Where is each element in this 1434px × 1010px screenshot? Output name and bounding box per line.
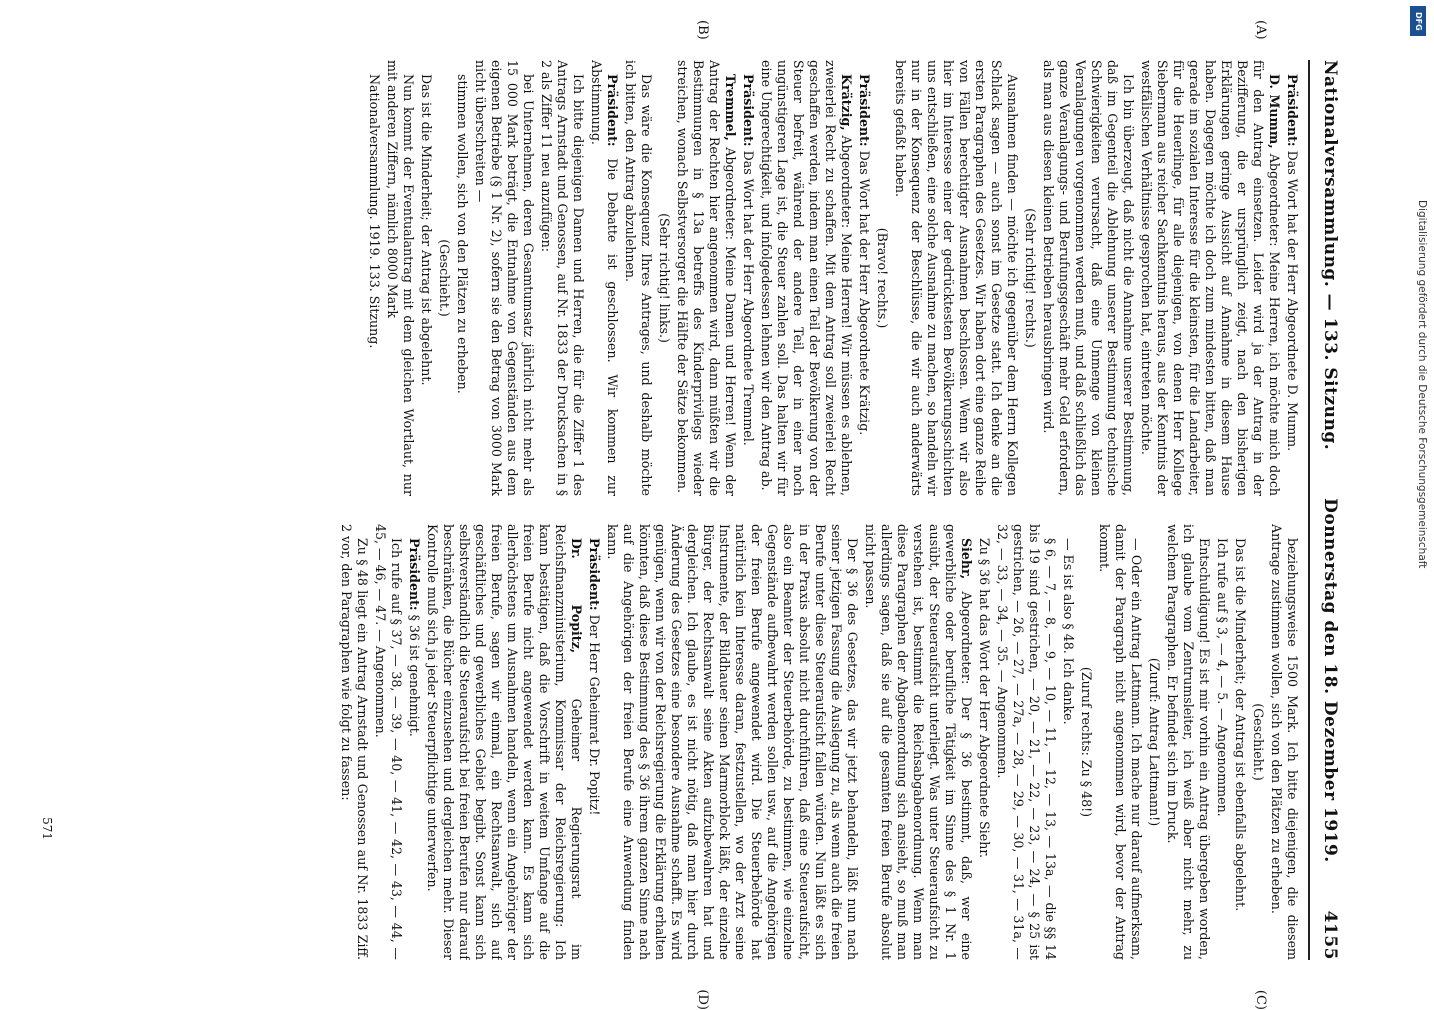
paragraph-text: § 6, — 7, — 8, — 9, — 10, — 11, — 12, — 13, — 13a, — die §§ 14 bis 19 sind gestrichen, — 20, — 21, — 22, — 23, — 24, — § 25 ist gestrichen, — 26, — 27, — 27a, — 28, — 29, — 30, — 31, — 31a, — 32, — 33, — 34, — 35. — Angenommen. <box>995 524 1058 960</box>
paragraph <box>418 60 434 496</box>
paragraph-text: Ich rufe auf § 37, — 38, — 39, — 40, — 41, — 42, — 43, — 44, — 45, — 46, — 47. — Angenommen. <box>373 524 404 960</box>
paragraph-text: Ich bitte diejenigen Damen und Herren, die für die Ziffer 1 des Antrags Arnstadt und Genossen, auf Nr. 1833 der Drucksachen in § 2 als Ziffer 11 neu anzufügen: <box>539 60 586 496</box>
paragraph <box>604 524 860 960</box>
paragraph <box>1214 524 1230 960</box>
margin-letter-c: (C) <box>1253 989 1268 1010</box>
speaker-paragraph <box>588 60 620 496</box>
right-column <box>60 524 1300 960</box>
interjection <box>874 60 890 496</box>
margin-letter-b: (B) <box>695 20 710 40</box>
speaker-name: Präsident: <box>407 538 422 611</box>
paragraph-text: Das Wort hat der Herr Abgeordnete D. Mumm. <box>1285 150 1300 452</box>
paragraph-text: — Oder ein Antrag Lattmann. Ich mache nur darauf aufmerksam, damit der Paragraph nicht angenommen wird, bevor der Antrag kommt. <box>1097 524 1144 960</box>
dfg-logo: DFG <box>1410 6 1426 36</box>
speaker-name: Präsident: <box>605 74 620 147</box>
header-center: Donnerstag den 18. Dezember 1919. <box>1320 498 1340 863</box>
paragraph-text: Das ist die Minderheit; der Antrag ist abgelehnt. <box>419 74 434 386</box>
speaker-paragraph <box>758 60 854 496</box>
paragraph-text: (Zuruf rechts: Zu § 48!) <box>1079 666 1094 818</box>
paragraph-text: Nationalversammlung. 1919. 133. Sitzung. <box>367 74 382 349</box>
paragraph-text: Zu § 36 hat das Wort der Herr Abgeordnete Siehr. <box>977 538 992 858</box>
paragraph-text: (Bravo! rechts.) <box>875 227 890 329</box>
page-number: 4155 <box>1320 910 1340 960</box>
paragraph-text: stimmen wollen, sich von den Plätzen zu erheben. <box>455 74 470 394</box>
speaker-name: Siehr, <box>959 538 974 580</box>
paragraph-text: Abgeordneter: Meine Herren, ich möchte mich doch für den Antrag einsetzen. Leider wird ja der Antrag in der Bezifferung, die er ursprünglich zeigt, nach den bisherigen Erklärungen geringe Aussicht auf Annahme in diesem Hause haben. Dagegen möchte ich doch zum mindesten bitten, daß man gerade im sozialen Interesse für die kleinsten, für die Landarbeiter, für die Heuerlinge, für alle diejenigen, von denen Herr Kollege Siebermann aus reicher Sachkenntnis heraus, aus der Kenntnis der westfälischen Verhältnisse gesprochen hat, eintreten möchte. <box>1139 60 1282 496</box>
interjection <box>1250 524 1266 960</box>
paragraph <box>372 524 404 960</box>
paragraph <box>892 60 1020 496</box>
paragraph-text: Das wäre die Konsequenz Ihres Antrages, und deshalb möchte ich bitten, den Antrag abzulehnen. <box>623 60 654 496</box>
paragraph-text: (Sehr richtig! rechts.) <box>1023 208 1038 348</box>
paragraph-text: Ausnahmen finden — möchte ich gegenüber dem Herrn Kollegen Schlack sagen — auch sonst im Gesetze statt. Ich denke an die ersten Paragraphen des Gesetzes. Wir haben dort eine ganze Reihe von Fällen berechtigter Ausnahmen beschlossen. Wenn wir also hier im Interesse einer der gedrücktesten Bevölkerungsschichten uns entschließen, eine solche Ausnahme zu machen, so handeln wir nur in der Konsequenz der Beschlüsse, die wir auch anderwärts bereits gefaßt haben. <box>893 60 1020 496</box>
digitization-credit: Digitalisierung gefördert durch die Deutsche Forschungsgemeinschaft <box>1416 200 1428 569</box>
paragraph <box>1040 60 1136 496</box>
paragraph-text: (Sehr richtig! links.) <box>657 213 672 343</box>
paragraph <box>1164 524 1212 960</box>
paragraph-text: Abgeordneter: Der § 36 bestimmt, daß, wer eine gewerbliche oder berufliche Tätigkeit im Sinne des § 1 Nr. 1 ausübt, der Steueraufsicht unterliegt. Was unter Steueraufsicht zu verstehen ist, bestimmt die Reichsabgabenordnung. Wenn man diese Paragraphen der Abgabenordnung sich ansieht, so muß man allerdings sagen, daß sie auf die gesamten freien Berufe absolut nicht passen. <box>863 524 974 960</box>
speaker-paragraph <box>586 524 602 960</box>
paragraph-text: — Es ist also § 48. Ich danke. <box>1061 538 1076 725</box>
speaker-name: Dr. Popitz, <box>569 538 584 654</box>
paragraph-text: Die Debatte ist geschlossen. Wir kommen zur Abstimmung. <box>589 60 620 496</box>
speaker-name: D. Mumm, <box>1267 74 1282 149</box>
margin-letter-a: (A) <box>1253 20 1268 40</box>
paragraph-text: Nun kommt der Eventualantrag mit dem gleichen Wortlaut, nur mit anderen Ziffern, nämlich 8000 Mark <box>385 60 416 496</box>
speaker-paragraph <box>862 524 974 960</box>
paragraph <box>472 60 536 496</box>
paragraph-text: Der § 36 des Gesetzes, das wir jetzt behandeln, läßt nun nach seiner jetzigen Fassung die Auslegung zu, als wenn auch die freien Berufe unter diese Steueraufsicht fallen würden. Nun läßt es sich in der Praxis absolut nicht durchführen, daß eine Steueraufsicht, also ein Beamter der Steuerbehörde, zu bestimmen, wie einzelne Gegenstände aufbewahrt werden sollen usw., auf die Angehörigen der freien Berufe angewendet wird. Die Steuerbehörde hat natürlich kein Interesse daran, festzustellen, wo der Arzt seine Instrumente, der Bildhauer seinen Marmorblock läßt, der einzelne Bürger, der Rechtsanwalt seine Akten aufzubewahren hat und dergleichen. Ich glaube, es ist nicht nötig, daß man hier durch Änderung des Gesetzes eine besondere Ausnahme schafft. Es wird genügen, wenn wir von der Reichsregierung die Erklärung erhalten könnten, daß diese Bestimmung des § 36 ihrem ganzen Sinne nach auf die Angehörigen der freien Berufe eine Anwendung finden kann. <box>605 524 860 960</box>
interjection <box>656 60 672 496</box>
speaker-name: Präsident: <box>1285 74 1300 147</box>
paragraph-text: beziehungsweise 1500 Mark. Ich bitte diejenigen, die diesem Antrage zustimmen wollen, sich von den Plätzen zu erheben. <box>1269 524 1300 960</box>
paragraph <box>338 524 370 960</box>
header-rule <box>1308 60 1310 960</box>
paragraph-text: § 36 ist genehmigt. <box>407 614 422 737</box>
paragraph <box>994 524 1058 960</box>
interjection <box>1022 60 1038 496</box>
speaker-paragraph <box>406 524 422 960</box>
paragraph <box>622 60 654 496</box>
interjection <box>436 60 452 496</box>
speaker-paragraph <box>674 60 738 496</box>
paragraph <box>1232 524 1248 960</box>
paragraph <box>1060 524 1076 960</box>
paragraph-text: (Geschieht.) <box>437 239 452 317</box>
paragraph-text: Das Wort hat der Herr Abgeordnete Krätzig. <box>857 150 872 436</box>
speaker-paragraph <box>1138 60 1282 496</box>
paragraph-text: Zu § 48 liegt ein Antrag Arnstadt und Genossen auf Nr. 1833 Ziff. 2 vor, den Paragraphen wie folgt zu fassen: <box>339 524 370 960</box>
left-column <box>60 60 1300 496</box>
paragraph-text: Ich rufe auf § 3, — 4, — 5. — Angenommen. <box>1215 538 1230 817</box>
paragraph-text: (Zuruf: Antrag Lattmann!) <box>1147 657 1162 827</box>
paragraph-text: Ich bin überzeugt, daß nicht die Annahme unserer Bestimmung, daß im Gegenteil die Ablehnung unserer Bestimmung technische Schwierigkeiten verursacht, daß eine Unmenge von kleinen Veranlagungen vorgenommen werden muß, und daß schließlich das ganze Veranlagungs- und Berufungsgeschäft mehr Geld erfordern, als man aus diesen kleinen Betrieben herausbringen wird. <box>1041 60 1136 496</box>
paragraph-text: (Geschieht.) <box>1251 703 1266 781</box>
speaker-paragraph <box>1284 60 1300 496</box>
paragraph <box>976 524 992 960</box>
page-signature: 571 <box>40 817 54 840</box>
interjection <box>1146 524 1162 960</box>
paragraph-text: Geheimer Regierungsrat im Reichsfinanzministerium, Kommissar der Reichsregierung: Ich kann bestätigen, daß die Vorschrift in weitem Umfange auf die freien Berufe nicht angewendet werden kann. Es kann sich allerhöchstens um Ausnahmen handeln, wenn ein Angehöriger der freien Berufe, sagen wir einmal, ein Rechtsanwalt, sich auf geschäftliches und gewerbliches Gebiet begibt. Sonst kann sich selbstverständlich die Steueraufsicht bei freien Berufen nur darauf beschränken, die Bücher einzusehen und dergleichen mehr. Dieser Kontrolle muß sich ja jeder Steuerpflichtige unterwerfen. <box>425 524 584 960</box>
speaker-paragraph <box>424 524 584 960</box>
speaker-name: Präsident: <box>741 74 756 147</box>
paragraph <box>384 60 416 496</box>
paragraph <box>1268 524 1300 960</box>
text-columns <box>60 60 1300 960</box>
margin-letter-d: (D) <box>695 989 710 1010</box>
paragraph-text: Abgeordneter: Meine Damen und Herren! Wenn der Antrag der Rechten hier angenommen wird, dann müßten wir die Bestimmungen in § 13a betreffs des Kinderprivilegs wieder streichen, wonach Selbstversorger die Hälfte der Sätze bekommen. <box>675 60 738 496</box>
paragraph <box>366 60 382 496</box>
speaker-name: Präsident: <box>587 538 602 611</box>
paragraph-text: Der Herr Geheimrat Dr. Popitz! <box>587 614 602 816</box>
paragraph-text: Das ist die Minderheit; der Antrag ist ebenfalls abgelehnt. <box>1233 538 1248 912</box>
speaker-paragraph <box>856 60 872 496</box>
interjection <box>1078 524 1094 960</box>
paragraph <box>454 60 470 496</box>
paragraph <box>538 60 586 496</box>
side-credit-strip <box>1406 0 1432 1000</box>
speaker-name: Tremmel, <box>723 74 738 141</box>
paragraph-text: Entschuldigung! Es ist mir vorhin ein Antrag übergeben worden, ich glaube vom Zentrumsleiter, ich weiß aber nicht mehr, zu welchem Paragraphen. Er befindet sich im Druck. <box>1165 524 1212 960</box>
paragraph <box>1096 524 1144 960</box>
speaker-paragraph <box>740 60 756 496</box>
header-left: Nationalversammlung. — 133. Sitzung. <box>1320 60 1340 451</box>
paragraph-text: bei Unternehmen, deren Gesamtumsatz jährlich nicht mehr als 15 000 Mark beträgt, die Entnahme von Gegenständen aus dem eigenen Betriebe (§ 1 Nr. 2), sofern sie den Betrag von 3000 Mark nicht überschreiten — <box>473 60 536 496</box>
paragraph-text: Das Wort hat der Herr Abgeordnete Tremmel. <box>741 150 756 446</box>
speaker-name: Krätzig, <box>839 74 854 131</box>
paragraph-text: Abgeordneter: Meine Herren! Wir müssen es ablehnen, zweierlei Recht zu schaffen. Mit dem Antrag soll zweierlei Recht geschaffen werden, indem man einen Teil der Bevölkerung von der Steuer befreit, während der andere Teil, der in einer noch ungünstigeren Lage ist, die Steuer zahlen soll. Das halten wir für eine Ungerechtigkeit, und infolgedessen lehnen wir den Antrag ab. <box>759 60 854 496</box>
page-header <box>1314 60 1340 960</box>
speaker-name: Präsident: <box>857 74 872 147</box>
